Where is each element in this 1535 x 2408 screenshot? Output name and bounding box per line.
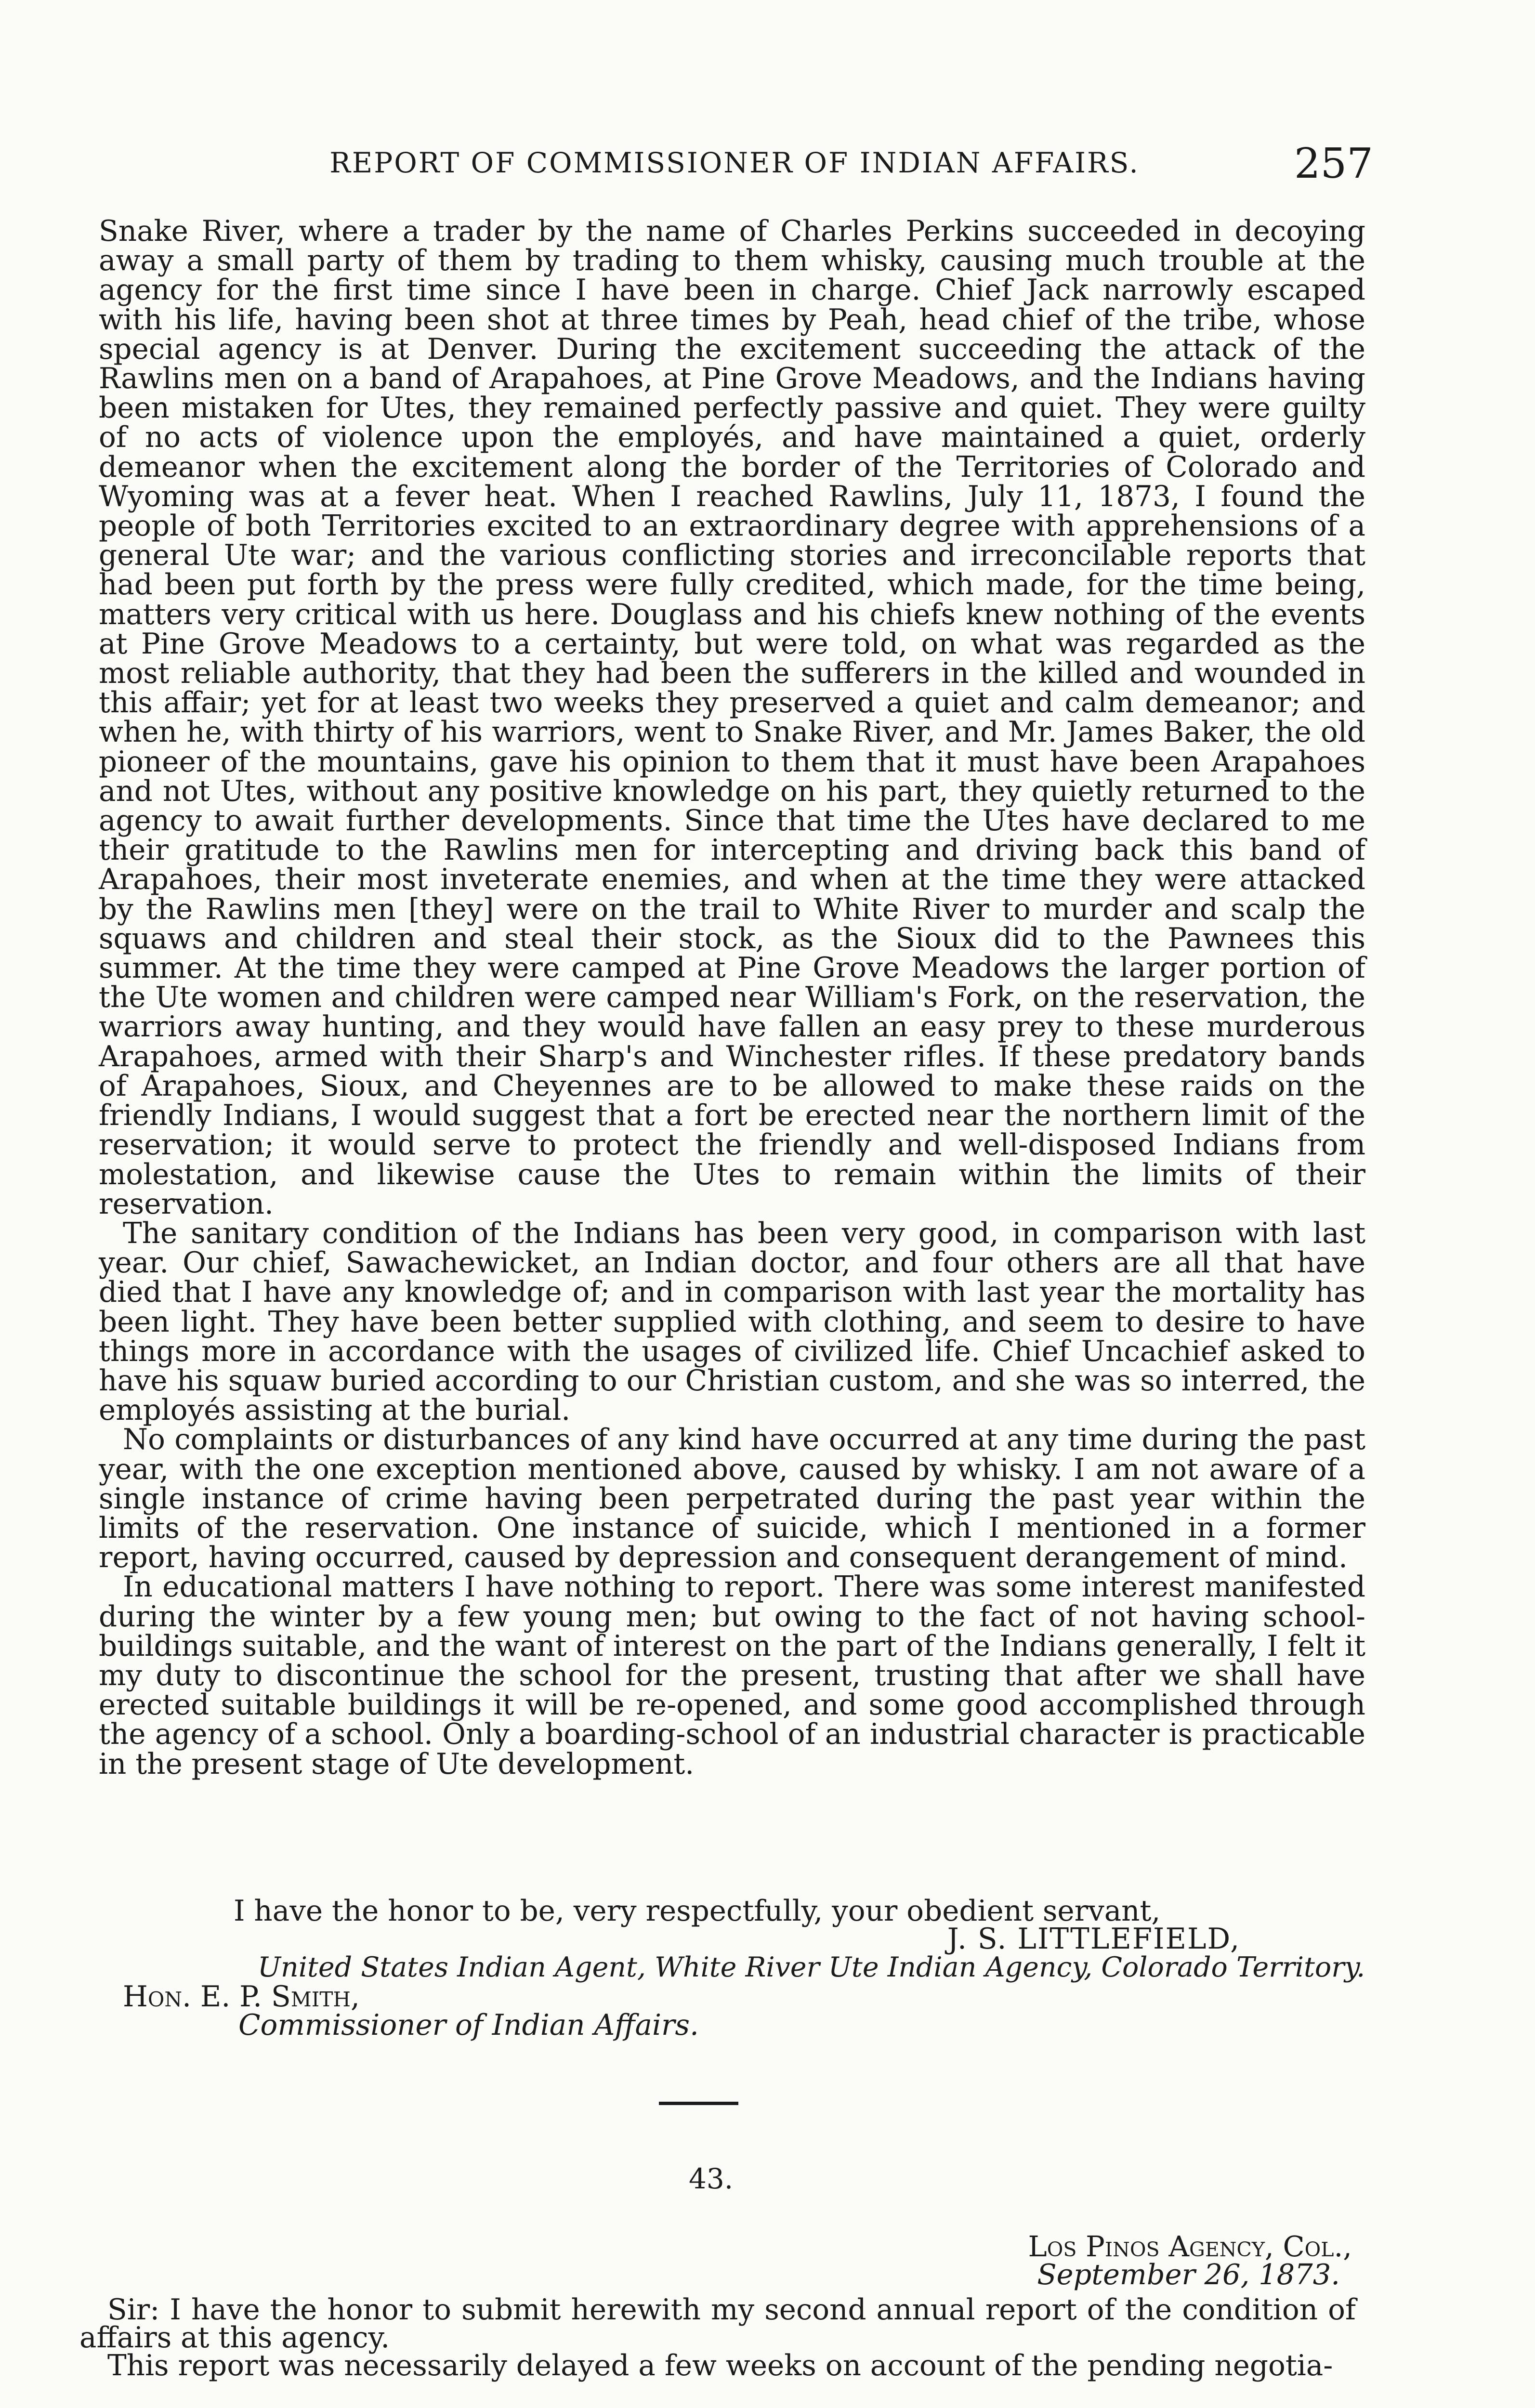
letter-place: Los Pinos Agency, Col., [1028, 2230, 1352, 2263]
page-number: 257 [1294, 140, 1373, 188]
paragraph-snake-river: Snake River, where a trader by the name of Charles Perkins succeeded in decoying away a small party of them by trading to them whisky, causing much trouble at the agency for the first time since I have been in charge. Chief Jack narrowly escaped with his life, having been shot at three times by Peah, head chief of the tribe, whose special agency is at Denver. During the excitement succeeding the attack of the Rawlins men on a band of Arapahoes, at Pine Grove Meadows, and the Indians having been mistaken for Utes, they remained perfectly passive and quiet. They were guilty of no acts of violence upon the employés, and have maintained a quiet, orderly demeanor when the excitement along the border of the Territories of Colorado and Wyoming was at a fever heat. When I reached Rawlins, July 11, 1873, I found the people of both Territories excited to an extraordinary degree with apprehensions of a general Ute war; and the various conflicting stories and irreconcilable reports that had been put forth by the press were fully credited, which made, for the time being, matters very critical with us here. Douglass and his chiefs knew nothing of the events at Pine Grove Meadows to a certainty, but were told, on what was regarded as the most reliable authority, that they had been the sufferers in the killed and wounded in this affair; yet for at least two weeks they preserved a quiet and calm demeanor; and when he, with thirty of his warriors, went to Snake River, and Mr. James Baker, the old pioneer of the mountains, gave his opinion to them that it must have been Arapahoes and not Utes, without any positive knowledge on his part, they quietly returned to the agency to await further developments. Since that time the Utes have declared to me their gratitude to the Rawlins men for intercepting and driving back this band of Arapahoes, their most inveterate enemies, and when at the time they were attacked by the Rawlins men [they] were on the trail to White River to murder and scalp the squaws and children and steal their stock, as the Sioux did to the Pawnees this summer. At the time they were camped at Pine Grove Meadows the larger portion of the Ute women and children were camped near William's Fork, on the reservation, the warriors away hunting, and they would have fallen an easy prey to these murderous Arapahoes, armed with their Sharp's and Winchester rifles. If these predatory bands of Arapahoes, Sioux, and Cheyennes are to be allowed to make these raids on the friendly Indians, I would suggest that a fort be erected near the northern limit of the reservation; it would serve to protect the friendly and well-disposed Indians from molestation, and likewise cause the Utes to remain within the limits of their reservation. [99, 215, 1365, 1221]
addressee-title: Commissioner of Indian Affairs. [238, 2009, 699, 2042]
letter-date: September 26, 1873. [1037, 2258, 1340, 2291]
section-divider [659, 2102, 738, 2105]
salutation-paragraph: Sir: I have the honor to submit herewith my second annual report of the condition of affairs at this agency. [79, 2293, 1356, 2355]
paragraph-education: In educational matters I have nothing to report. There was some interest manifested during the winter by a few young men; but owing to the fact of not having school-buildings suitable, and the want of interest on the part of the Indians generally, I felt it my duty to discontinue the school for the present, trusting that after we shall have erected suitable buildings it will be re-opened, and some good accomplished through the agency of a school. Only a boarding-school of an industrial character is practicable in the present stage of Ute development. [99, 1570, 1365, 1781]
page-header [238, 140, 1373, 197]
delay-paragraph: This report was necessarily delayed a few weeks on account of the pending negotia- [107, 2349, 1333, 2382]
addressee-name: Hon. E. P. Smith, [123, 1980, 360, 2014]
paragraph-complaints: No complaints or disturbances of any kind have occurred at any time during the past year, with the one exception mentioned above, caused by whisky. I am not aware of a single instance of crime having been perpetrated during the past year within the limits of the reservation. One instance of suicide, which I mentioned in a former report, having occurred, caused by depression and consequent derangement of mind. [99, 1423, 1365, 1575]
document-number: 43. [689, 2162, 734, 2195]
signer-name: J. S. LITTLEFIELD, [947, 1923, 1240, 1956]
next-letter-body [79, 2293, 1356, 2382]
closing-line: I have the honor to be, very respectfully, your obedient servant, [234, 1895, 1161, 1928]
paragraph-sanitary-condition: The sanitary condition of the Indians has been very good, in comparison with last year. Our chief, Sawachewicket, an Indian doctor, and four others are all that have died that I have any knowledge of; and in comparison with last year the mortality has been light. They have been better supplied with clothing, and seem to desire to have things more in accordance with the usages of civilized life. Chief Uncachief asked to have his squaw buried according to our Christian custom, and she was so interred, the employés assisting at the burial. [99, 1217, 1365, 1427]
report-body [99, 217, 1365, 1779]
agent-title: United States Indian Agent, White River Ute Indian Agency, Colorado Territory. [258, 1951, 1365, 1983]
running-head: REPORT OF COMMISSIONER OF INDIAN AFFAIRS. [329, 146, 1140, 179]
